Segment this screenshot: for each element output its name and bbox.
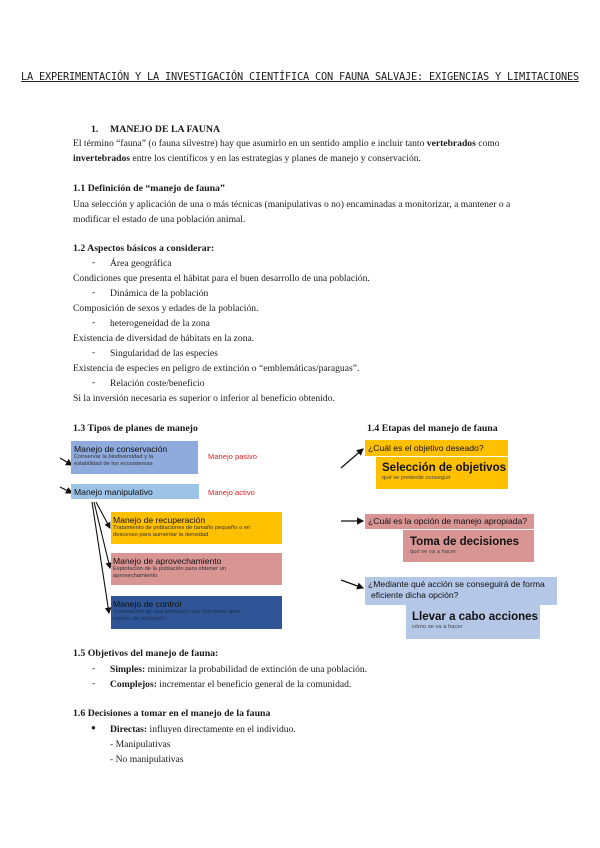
subsection-heading-1-1: 1.1 Definición de “manejo de fauna”: [73, 183, 225, 194]
exploitation-box: [111, 553, 282, 585]
recovery-sub-1: Tratamiento de poblaciones de tamaño pequeño o en: [113, 525, 251, 531]
stage-answer-3-sub: cómo se va a hacer: [412, 624, 463, 630]
list-bullet: -: [92, 317, 96, 328]
stage-question-1: [365, 440, 508, 456]
conservation-title: Manejo de conservación: [74, 444, 168, 454]
aspect-label: Área geográfica: [110, 258, 172, 269]
intro-text: como: [475, 138, 500, 149]
stage-question-2: [365, 514, 534, 529]
aspect-label: Dinámica de la población: [110, 288, 209, 299]
document-title: LA EXPERIMENTACIÓN Y LA INVESTIGACIÓN CIENTÍFICA CON FAUNA SALVAJE: EXIGENCIAS Y LIMITACIONES: [21, 71, 579, 83]
section-number: 1.: [91, 124, 99, 135]
stage-answer-3: [406, 605, 540, 639]
subsection-heading-1-2: 1.2 Aspectos básicos a considerar:: [73, 243, 215, 254]
list-bullet: -: [92, 663, 96, 674]
aspect-label: heterogeneidad de la zona: [110, 318, 210, 329]
stage-answer-2-sub: qué se va a hacer: [410, 549, 457, 555]
manipulative-box: [71, 484, 199, 499]
decision-text: influyen directamente en el individuo.: [147, 724, 296, 735]
stage-question-2-text: ¿Cuál es la opción de manejo apropiada?: [368, 516, 528, 526]
exploitation-sub-1: Explotación de la población para obtener un: [113, 566, 227, 572]
conservation-sub-2: estabilidad de los ecosistemas: [74, 461, 153, 467]
aspect-desc: Existencia de diversidad de hábitats en la zona.: [73, 333, 255, 344]
passive-tag: Manejo pasivo: [208, 452, 257, 461]
list-bullet: -: [92, 377, 96, 388]
list-bullet: -: [92, 678, 96, 689]
control-sub-1: Tratamiento de una población que mantiene altos: [113, 609, 241, 615]
exploitation-title: Manejo de aprovechamiento: [113, 556, 222, 566]
subsection-heading-1-5: 1.5 Objetivos del manejo de fauna:: [73, 648, 219, 659]
active-tag: Manejo activo: [208, 488, 255, 497]
list-bullet: -: [92, 257, 96, 268]
subsection-heading-1-6: 1.6 Decisiones a tomar en el manejo de la fauna: [73, 708, 271, 719]
stage-answer-1-title: Selección de objetivos: [382, 462, 506, 474]
decision-sub-item: - Manipulativas: [110, 739, 171, 750]
list-bullet: -: [92, 287, 96, 298]
stage-question-3-line-1: ¿Mediante qué acción se conseguirá de forma: [368, 579, 545, 589]
exploitation-sub-2: aprovechamiento: [113, 573, 158, 579]
aspect-desc: Existencia de especies en peligro de extinción o “emblemáticas/paraguas”.: [73, 363, 360, 374]
decision-label: Directas:: [110, 724, 148, 735]
decision-sub-item: - No manipulativas: [110, 754, 184, 765]
objective-label: Complejos:: [110, 679, 157, 690]
control-sub-2: niveles de población: [113, 616, 166, 622]
stage-answer-1: [376, 457, 508, 489]
stage-question-3-line-2: eficiente dicha opción?: [371, 590, 459, 600]
objective-simple: [110, 663, 367, 676]
stage-question-1-text: ¿Cuál es el objetivo deseado?: [368, 443, 484, 453]
stage-question-3: [365, 577, 557, 605]
intro-text: entre los científicos y en las estrategias y planes de manejo y conservación.: [130, 153, 421, 164]
stage-answer-2: [403, 530, 534, 562]
aspect-label: Singularidad de las especies: [110, 348, 218, 359]
subsection-heading-1-4: 1.4 Etapas del manejo de fauna: [367, 423, 498, 434]
objective-text: incrementar el beneficio general de la comunidad.: [156, 679, 352, 690]
intro-bold: invertebrados: [73, 153, 131, 164]
list-bullet: -: [92, 347, 96, 358]
recovery-box: [111, 512, 282, 544]
recovery-sub-2: descenso para aumentar la densidad: [113, 532, 209, 538]
aspect-desc: Composición de sexos y edades de la población.: [73, 303, 259, 314]
recovery-title: Manejo de recuperación: [113, 515, 206, 525]
decision-direct: [110, 723, 296, 736]
definition-line-2: modificar el estado de una población animal.: [73, 214, 246, 225]
aspect-desc: Condiciones que presenta el hábitat para el buen desarrollo de una población.: [73, 273, 370, 284]
aspect-label: Relación coste/beneficio: [110, 378, 205, 389]
objective-complex: [110, 678, 351, 691]
control-box: [111, 596, 282, 629]
conservation-sub-1: Conservar la biodiversidad y la: [74, 454, 154, 460]
intro-text: El término “fauna” (o fauna silvestre) hay que asumirlo en un sentido amplio e incluir tanto: [73, 138, 427, 149]
definition-line-1: Una selección y aplicación de una o más técnicas (manipulativas o no) encaminadas a monitorizar, a mantener o a: [73, 199, 511, 210]
control-title: Manejo de control: [113, 599, 182, 609]
objective-label: Simples:: [110, 664, 146, 675]
list-bullet: ●: [91, 723, 96, 732]
stage-answer-3-title: Llevar a cabo acciones: [412, 611, 538, 623]
objective-text: minimizar la probabilidad de extinción de una población.: [145, 664, 368, 675]
section-heading: MANEJO DE LA FAUNA: [110, 124, 221, 135]
intro-bold: vertebrados: [426, 138, 476, 149]
stage-answer-2-title: Toma de decisiones: [410, 536, 520, 548]
stage-answer-1-sub: qué se pretende conseguir: [382, 475, 451, 481]
conservation-box: [71, 441, 198, 474]
aspect-desc: Si la inversión necesaria es superior o inferior al beneficio obtenido.: [73, 393, 335, 404]
manipulative-title: Manejo manipulativo: [74, 487, 153, 497]
subsection-heading-1-3: 1.3 Tipos de planes de manejo: [73, 423, 198, 434]
